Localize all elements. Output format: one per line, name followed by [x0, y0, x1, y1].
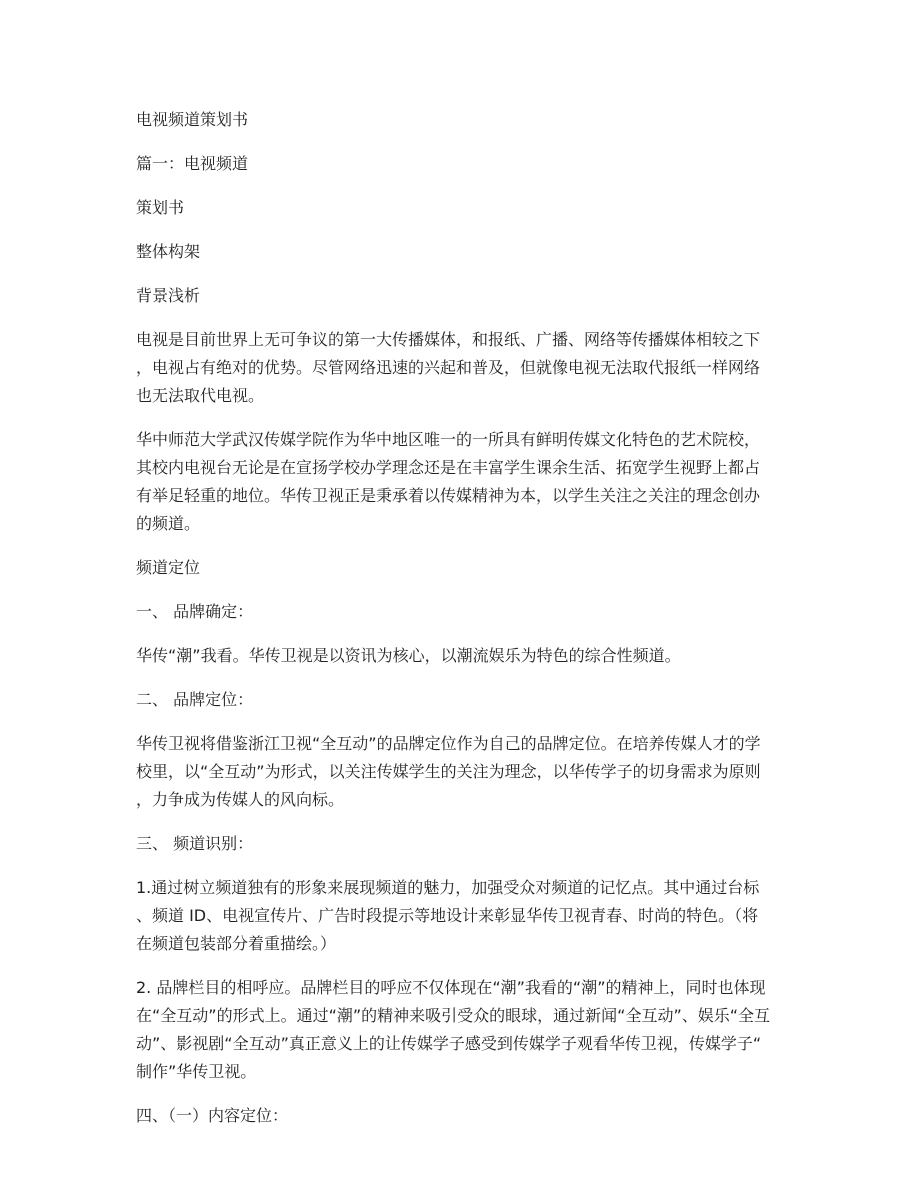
paragraph-line: 华传卫视将借鉴浙江卫视“全互动”的品牌定位作为自己的品牌定位。在培养传媒人才的学	[136, 734, 761, 753]
paragraph-line: 电视是目前世界上无可争议的第一大传播媒体，和报纸、广播、网络等传播媒体相较之下	[136, 330, 761, 349]
paragraph-line: 其校内电视台无论是在宣扬学校办学理念还是在丰富学生课余生活、拓宽学生视野上都占	[136, 458, 761, 477]
paragraph-identity-2	[136, 974, 784, 1086]
positioning-heading: 频道定位	[136, 558, 201, 577]
paragraph-line: 在频道包装部分着重描绘。）	[136, 934, 337, 953]
brand-confirm-text: 华传“潮”我看。华传卫视是以资讯为核心，以潮流娱乐为特色的综合性频道。	[136, 646, 681, 665]
paragraph-line: ，电视占有绝对的优势。尽管网络迅速的兴起和普及，但就像电视无法取代报纸一样网络	[136, 358, 761, 377]
paragraph-brand-position	[136, 730, 784, 814]
paragraph-line: 制作”华传卫视。	[136, 1062, 257, 1081]
subtitle-heading: 策划书	[136, 198, 185, 217]
paragraph-line: 在“全互动”的形式上。通过“潮”的精神来吸引受众的眼球，通过新闻“全互动”、娱乐“全互	[136, 1006, 771, 1025]
paragraph-line: 、频道 ID、电视宣传片、广告时段提示等地设计来彰显华传卫视青春、时尚的特色。（将	[136, 906, 759, 925]
paragraph-line: 1.通过树立频道独有的形象来展现频道的魅力，加强受众对频道的记忆点。其中通过台标	[136, 878, 760, 897]
paragraph-identity-1	[136, 874, 784, 958]
background-heading: 背景浅析	[136, 286, 201, 305]
chapter-heading: 篇一：电视频道	[136, 154, 249, 173]
document-body	[136, 106, 784, 1146]
content-heading: 四、（一）内容定位：	[136, 1106, 289, 1125]
paragraph-tv-overview	[136, 326, 784, 410]
paragraph-school-intro	[136, 426, 784, 538]
brand-confirm-heading: 一、 品牌确定：	[136, 602, 254, 621]
brand-position-heading: 二、 品牌定位：	[136, 690, 254, 709]
overall-heading: 整体构架	[136, 242, 201, 261]
paragraph-line: 有举足轻重的地位。华传卫视正是秉承着以传媒精神为本，以学生关注之关注的理念创办	[136, 486, 761, 505]
paragraph-line: ，力争成为传媒人的风向标。	[136, 790, 345, 809]
paragraph-line: 的频道。	[136, 514, 201, 533]
identity-heading: 三、 频道识别：	[136, 834, 254, 853]
document-title: 电视频道策划书	[136, 110, 249, 129]
paragraph-line: 也无法取代电视。	[136, 386, 265, 405]
paragraph-line: 校里，以“全互动”为形式，以关注传媒学生的关注为理念，以华传学子的切身需求为原则	[136, 762, 761, 781]
paragraph-line: 2. 品牌栏目的相呼应。品牌栏目的呼应不仅体现在“潮”我看的“潮”的精神上，同时也体现	[136, 978, 766, 997]
paragraph-line: 动”、影视剧“全互动”真正意义上的让传媒学子感受到传媒学子观看华传卫视，传媒学子“	[136, 1034, 762, 1053]
paragraph-line: 华中师范大学武汉传媒学院作为华中地区唯一的一所具有鲜明传媒文化特色的艺术院校，	[136, 430, 761, 449]
